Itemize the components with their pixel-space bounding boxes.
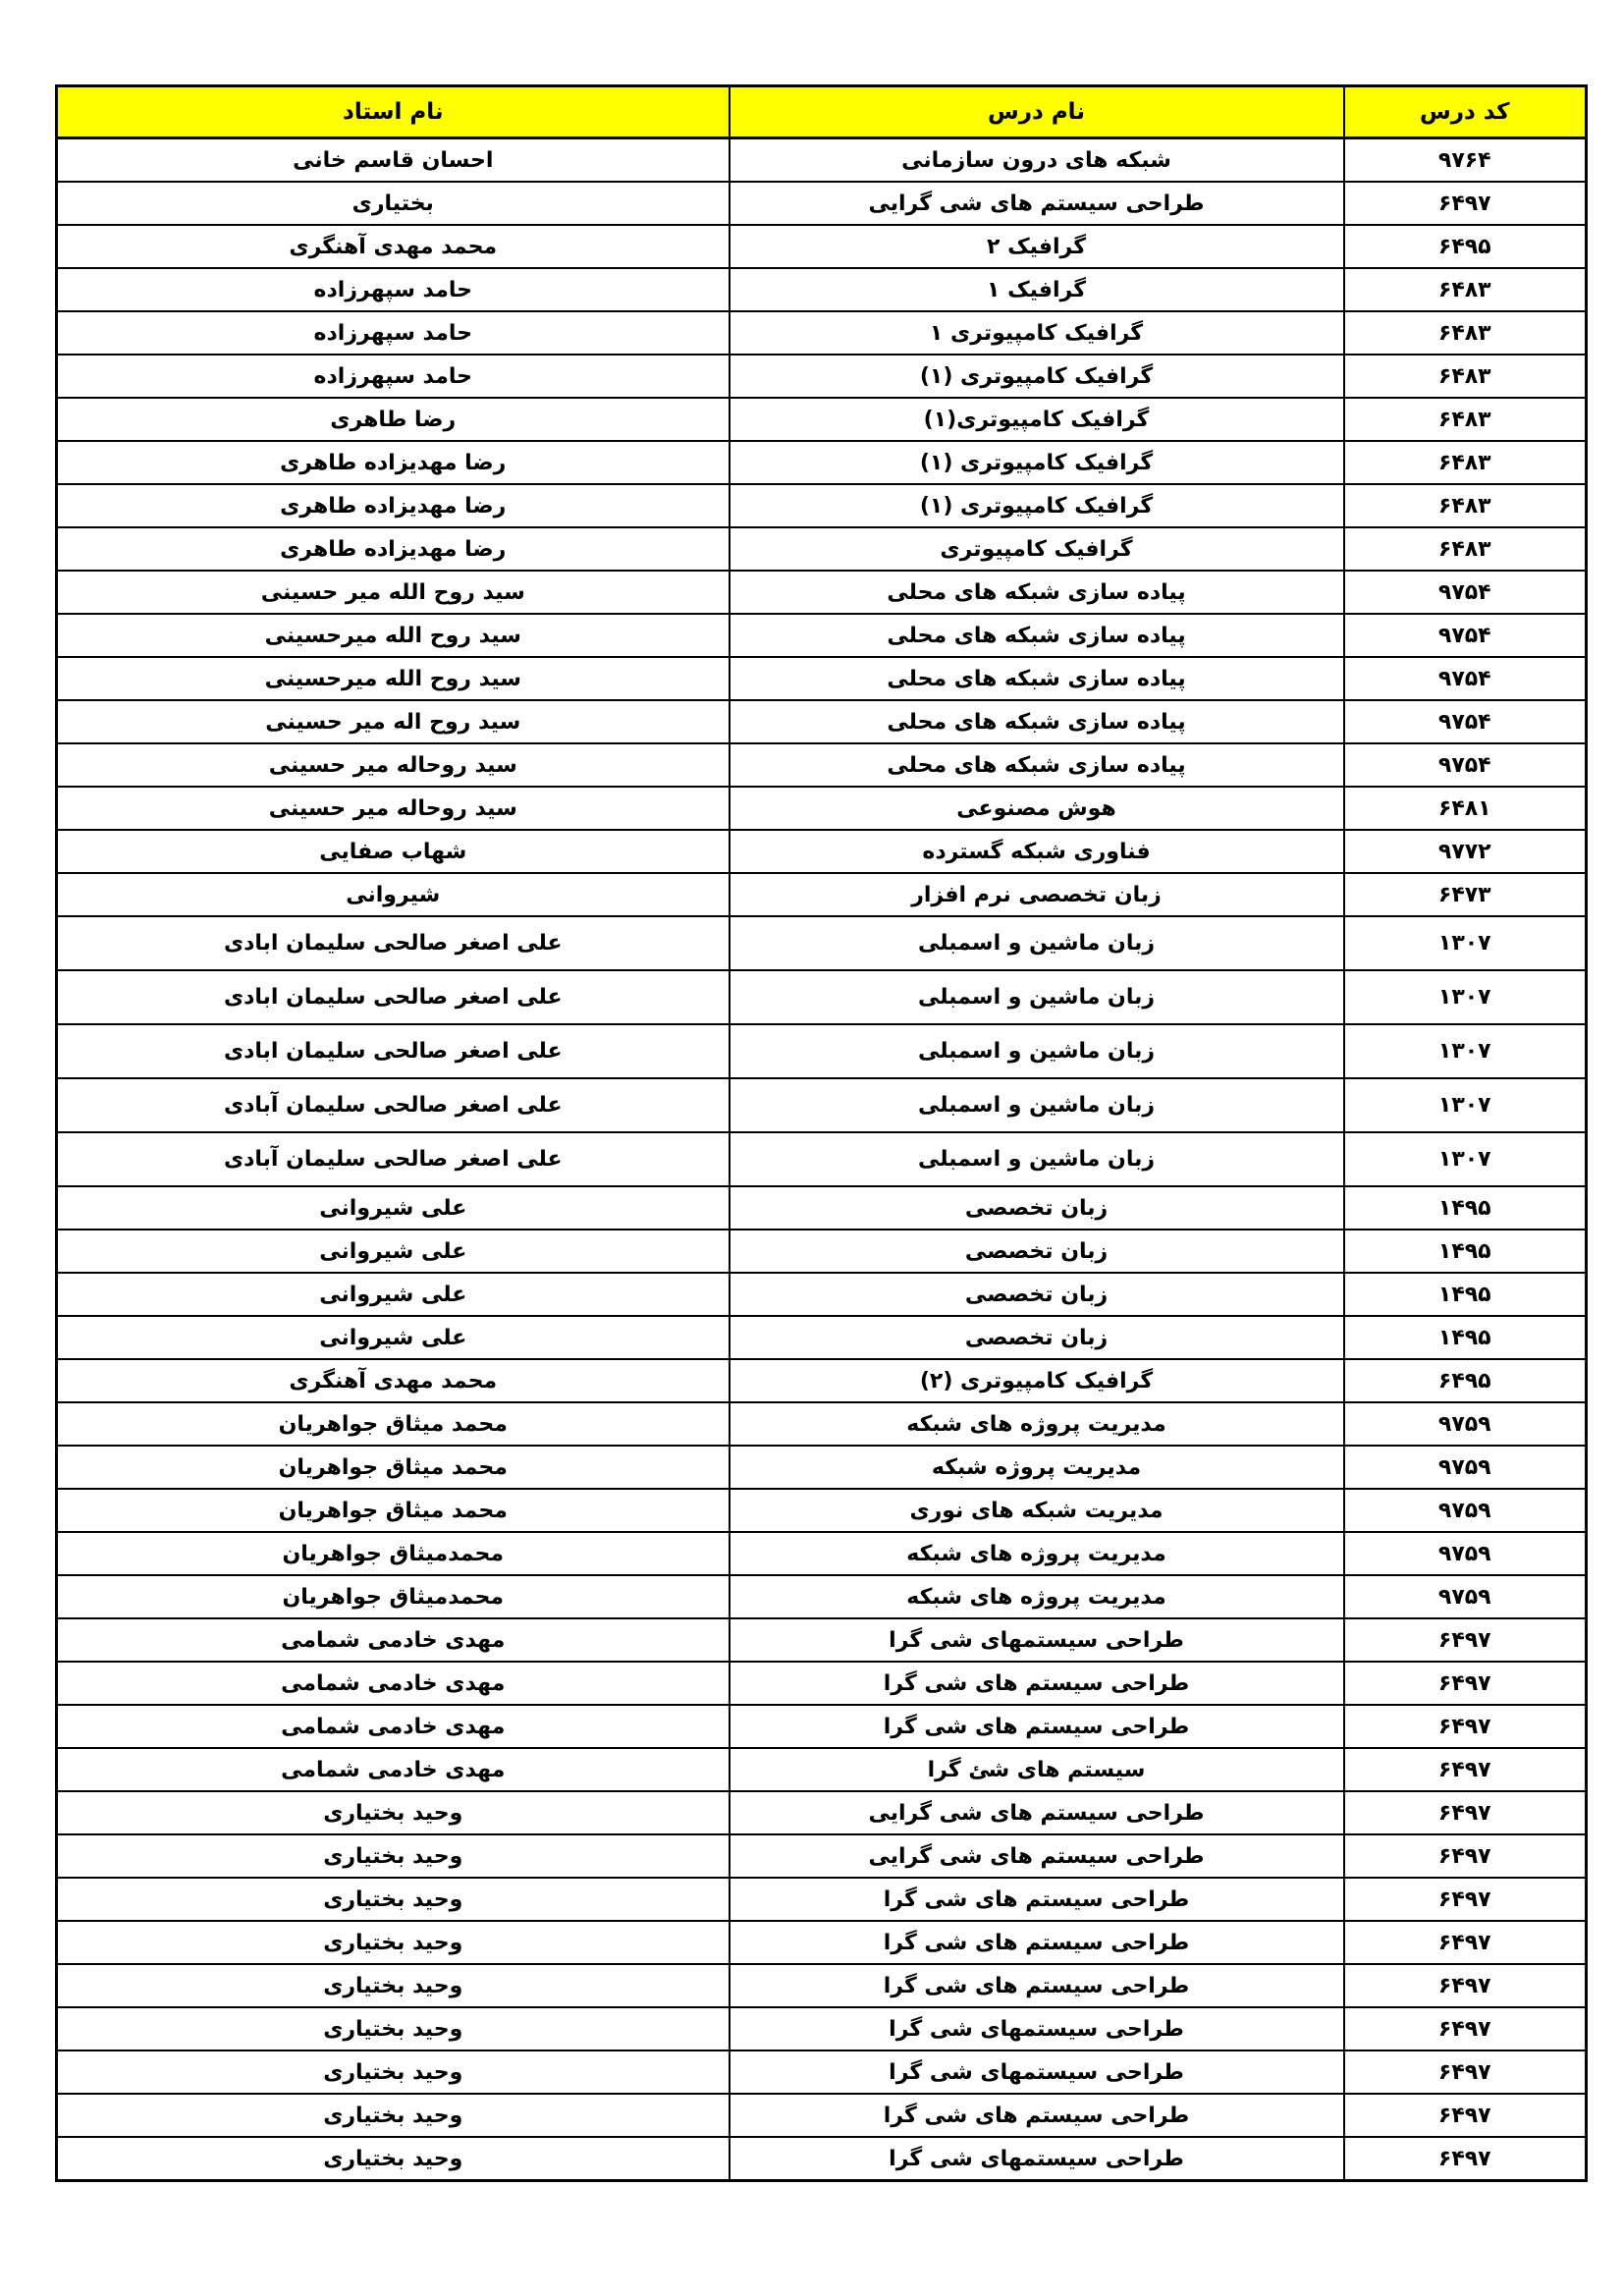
course-name-cell: زبان تخصصی نرم افزار (730, 873, 1344, 916)
teacher-name-cell: مهدی خادمی شمامی (57, 1662, 730, 1705)
teacher-name-cell: رضا مهدیزاده طاهری (57, 527, 730, 571)
course-code-cell: ۶۴۸۳ (1344, 441, 1587, 484)
course-code-cell: ۹۷۶۴ (1344, 138, 1587, 183)
course-code-cell: ۶۴۹۷ (1344, 1834, 1587, 1878)
course-name-cell: زبان ماشین و اسمبلی (730, 1024, 1344, 1078)
course-name-cell: طراحی سیستم های شی گرا (730, 1921, 1344, 1964)
teacher-name-cell: رضا مهدیزاده طاهری (57, 484, 730, 527)
teacher-name-cell: وحید بختیاری (57, 2137, 730, 2181)
header-course-name: نام درس (730, 86, 1344, 138)
table-header-row (57, 86, 1587, 138)
course-code-cell: ۶۴۹۷ (1344, 2137, 1587, 2181)
course-code-cell: ۱۴۹۵ (1344, 1316, 1587, 1359)
teacher-name-cell: بختیاری (57, 182, 730, 225)
course-name-cell: گرافیک کامپیوتری ۱ (730, 311, 1344, 355)
teacher-name-cell: حامد سپهرزاده (57, 355, 730, 398)
table-row (57, 1024, 1587, 1078)
course-code-cell: ۱۳۰۷ (1344, 970, 1587, 1024)
teacher-name-cell: وحید بختیاری (57, 1964, 730, 2007)
teacher-name-cell: حامد سپهرزاده (57, 268, 730, 311)
course-code-cell: ۶۴۸۳ (1344, 527, 1587, 571)
teacher-name-cell: سید روح الله میرحسینی (57, 614, 730, 657)
course-name-cell: گرافیک کامپیوتری (730, 527, 1344, 571)
teacher-name-cell: وحید بختیاری (57, 1791, 730, 1834)
course-name-cell: زبان ماشین و اسمبلی (730, 916, 1344, 970)
course-name-cell: طراحی سیستم های شی گرا (730, 2094, 1344, 2137)
course-code-cell: ۱۴۹۵ (1344, 1186, 1587, 1230)
course-code-cell: ۶۴۹۷ (1344, 182, 1587, 225)
course-name-cell: پیاده سازی شبکه های محلی (730, 743, 1344, 787)
table-row (57, 1446, 1587, 1489)
course-code-cell: ۹۷۵۹ (1344, 1489, 1587, 1532)
teacher-name-cell: محمد مهدی آهنگری (57, 225, 730, 268)
course-name-cell: طراحی سیستم های شی گرایی (730, 182, 1344, 225)
table-row (57, 355, 1587, 398)
course-code-cell: ۶۴۹۷ (1344, 1878, 1587, 1921)
table-row (57, 1791, 1587, 1834)
teacher-name-cell: علی اصغر صالحی سلیمان ابادی (57, 1024, 730, 1078)
teacher-name-cell: وحید بختیاری (57, 2094, 730, 2137)
table-row (57, 182, 1587, 225)
table-row (57, 398, 1587, 441)
teacher-name-cell: محمد میثاق جواهریان (57, 1402, 730, 1446)
course-code-cell: ۶۴۹۷ (1344, 1921, 1587, 1964)
table-row (57, 1273, 1587, 1316)
table-row (57, 1575, 1587, 1618)
course-name-cell: هوش مصنوعی (730, 787, 1344, 830)
course-code-cell: ۶۴۹۵ (1344, 1359, 1587, 1402)
course-code-cell: ۶۴۸۱ (1344, 787, 1587, 830)
course-code-cell: ۶۴۸۳ (1344, 311, 1587, 355)
course-name-cell: طراحی سیستم های شی گرایی (730, 1834, 1344, 1878)
course-code-cell: ۹۷۷۲ (1344, 830, 1587, 873)
teacher-name-cell: علی اصغر صالحی سلیمان آبادی (57, 1078, 730, 1132)
table-row (57, 700, 1587, 743)
table-row (57, 970, 1587, 1024)
course-code-cell: ۱۳۰۷ (1344, 1024, 1587, 1078)
course-table (55, 84, 1588, 2182)
course-name-cell: زبان ماشین و اسمبلی (730, 1132, 1344, 1186)
table-row (57, 1359, 1587, 1402)
course-code-cell: ۹۷۵۴ (1344, 614, 1587, 657)
course-name-cell: مدیریت پروژه های شبکه (730, 1402, 1344, 1446)
table-row (57, 1705, 1587, 1748)
course-code-cell: ۶۴۹۷ (1344, 2007, 1587, 2050)
table-row (57, 873, 1587, 916)
course-code-cell: ۱۳۰۷ (1344, 1132, 1587, 1186)
course-name-cell: گرافیک کامپیوتری (۲) (730, 1359, 1344, 1402)
teacher-name-cell: علی شیروانی (57, 1316, 730, 1359)
course-name-cell: طراحی سیستمهای شی گرا (730, 1618, 1344, 1662)
table-row (57, 657, 1587, 700)
course-name-cell: گرافیک ۱ (730, 268, 1344, 311)
table-row (57, 830, 1587, 873)
course-code-cell: ۶۴۹۷ (1344, 1964, 1587, 2007)
table-row (57, 1834, 1587, 1878)
course-code-cell: ۶۴۹۷ (1344, 1748, 1587, 1791)
course-name-cell: زبان تخصصی (730, 1316, 1344, 1359)
table-row (57, 311, 1587, 355)
course-code-cell: ۶۴۷۳ (1344, 873, 1587, 916)
course-code-cell: ۹۷۵۹ (1344, 1402, 1587, 1446)
course-name-cell: گرافیک کامپیوتری (۱) (730, 484, 1344, 527)
teacher-name-cell: محمد میثاق جواهریان (57, 1446, 730, 1489)
table-row (57, 1748, 1587, 1791)
course-code-cell: ۹۷۵۹ (1344, 1575, 1587, 1618)
course-name-cell: مدیریت پروژه های شبکه (730, 1532, 1344, 1575)
table-row (57, 787, 1587, 830)
teacher-name-cell: شیروانی (57, 873, 730, 916)
teacher-name-cell: محمد میثاق جواهریان (57, 1489, 730, 1532)
teacher-name-cell: محمدمیثاق جواهریان (57, 1532, 730, 1575)
teacher-name-cell: علی شیروانی (57, 1273, 730, 1316)
table-row (57, 614, 1587, 657)
course-code-cell: ۶۴۸۳ (1344, 398, 1587, 441)
teacher-name-cell: سید روحاله میر حسینی (57, 743, 730, 787)
teacher-name-cell: مهدی خادمی شمامی (57, 1618, 730, 1662)
table-row (57, 1489, 1587, 1532)
table-row (57, 527, 1587, 571)
course-name-cell: فناوری شبکه گسترده (730, 830, 1344, 873)
table-row (57, 1618, 1587, 1662)
table-row (57, 916, 1587, 970)
course-name-cell: مدیریت شبکه های نوری (730, 1489, 1344, 1532)
table-row (57, 2094, 1587, 2137)
course-code-cell: ۶۴۹۷ (1344, 1618, 1587, 1662)
course-name-cell: طراحی سیستمهای شی گرا (730, 2137, 1344, 2181)
teacher-name-cell: شهاب صفایی (57, 830, 730, 873)
course-code-cell: ۶۴۹۷ (1344, 1791, 1587, 1834)
teacher-name-cell: سید روحاله میر حسینی (57, 787, 730, 830)
table-row (57, 1078, 1587, 1132)
course-code-cell: ۶۴۹۷ (1344, 2050, 1587, 2094)
course-name-cell: گرافیک کامپیوتری (۱) (730, 441, 1344, 484)
teacher-name-cell: محمدمیثاق جواهریان (57, 1575, 730, 1618)
course-name-cell: پیاده سازی شبکه های محلی (730, 700, 1344, 743)
header-course-code: کد درس (1344, 86, 1587, 138)
table-row (57, 484, 1587, 527)
course-name-cell: طراحی سیستمهای شی گرا (730, 2007, 1344, 2050)
course-code-cell: ۶۴۹۵ (1344, 225, 1587, 268)
course-name-cell: شبکه های درون سازمانی (730, 138, 1344, 183)
course-name-cell: طراحی سیستم های شی گرا (730, 1662, 1344, 1705)
table-row (57, 1964, 1587, 2007)
course-code-cell: ۹۷۵۴ (1344, 743, 1587, 787)
course-code-cell: ۹۷۵۹ (1344, 1532, 1587, 1575)
table-row (57, 2137, 1587, 2181)
table-row (57, 1186, 1587, 1230)
teacher-name-cell: وحید بختیاری (57, 1921, 730, 1964)
course-name-cell: پیاده سازی شبکه های محلی (730, 657, 1344, 700)
course-code-cell: ۶۴۹۷ (1344, 2094, 1587, 2137)
table-row (57, 1230, 1587, 1273)
course-code-cell: ۶۴۹۷ (1344, 1662, 1587, 1705)
teacher-name-cell: رضا مهدیزاده طاهری (57, 441, 730, 484)
teacher-name-cell: حامد سپهرزاده (57, 311, 730, 355)
table-row (57, 441, 1587, 484)
table-row (57, 1878, 1587, 1921)
teacher-name-cell: علی اصغر صالحی سلیمان ابادی (57, 916, 730, 970)
teacher-name-cell: احسان قاسم خانی (57, 138, 730, 183)
teacher-name-cell: علی شیروانی (57, 1230, 730, 1273)
course-name-cell: طراحی سیستم های شی گرا (730, 1878, 1344, 1921)
table-row (57, 1662, 1587, 1705)
course-name-cell: پیاده سازی شبکه های محلی (730, 571, 1344, 614)
course-name-cell: طراحی سیستمهای شی گرا (730, 2050, 1344, 2094)
course-name-cell: زبان تخصصی (730, 1230, 1344, 1273)
course-name-cell: زبان ماشین و اسمبلی (730, 970, 1344, 1024)
table-row (57, 1316, 1587, 1359)
teacher-name-cell: علی اصغر صالحی سلیمان آبادی (57, 1132, 730, 1186)
table-row (57, 743, 1587, 787)
course-name-cell: مدیریت پروژه شبکه (730, 1446, 1344, 1489)
teacher-name-cell: سید روح الله میر حسینی (57, 571, 730, 614)
course-code-cell: ۹۷۵۴ (1344, 657, 1587, 700)
table-row (57, 2007, 1587, 2050)
course-name-cell: طراحی سیستم های شی گرایی (730, 1791, 1344, 1834)
course-code-cell: ۹۷۵۴ (1344, 571, 1587, 614)
course-code-cell: ۱۴۹۵ (1344, 1273, 1587, 1316)
course-name-cell: زبان تخصصی (730, 1273, 1344, 1316)
course-name-cell: طراحی سیستم های شی گرا (730, 1705, 1344, 1748)
teacher-name-cell: وحید بختیاری (57, 1878, 730, 1921)
course-code-cell: ۹۷۵۹ (1344, 1446, 1587, 1489)
table-row (57, 225, 1587, 268)
course-name-cell: طراحی سیستم های شی گرا (730, 1964, 1344, 2007)
teacher-name-cell: سید روح اله میر حسینی (57, 700, 730, 743)
teacher-name-cell: رضا طاهری (57, 398, 730, 441)
course-name-cell: زبان ماشین و اسمبلی (730, 1078, 1344, 1132)
teacher-name-cell: محمد مهدی آهنگری (57, 1359, 730, 1402)
course-code-cell: ۱۴۹۵ (1344, 1230, 1587, 1273)
course-name-cell: پیاده سازی شبکه های محلی (730, 614, 1344, 657)
table-row (57, 571, 1587, 614)
course-name-cell: سیستم های شئ گرا (730, 1748, 1344, 1791)
table-body (57, 138, 1587, 2181)
course-code-cell: ۱۳۰۷ (1344, 916, 1587, 970)
teacher-name-cell: وحید بختیاری (57, 2050, 730, 2094)
teacher-name-cell: وحید بختیاری (57, 1834, 730, 1878)
course-name-cell: زبان تخصصی (730, 1186, 1344, 1230)
table-row (57, 1921, 1587, 1964)
teacher-name-cell: سید روح الله میرحسینی (57, 657, 730, 700)
course-code-cell: ۶۴۸۳ (1344, 268, 1587, 311)
course-code-cell: ۶۴۸۳ (1344, 484, 1587, 527)
course-name-cell: گرافیک کامپیوتری (۱) (730, 355, 1344, 398)
course-code-cell: ۶۴۹۷ (1344, 1705, 1587, 1748)
teacher-name-cell: علی شیروانی (57, 1186, 730, 1230)
table-row (57, 268, 1587, 311)
course-code-cell: ۶۴۸۳ (1344, 355, 1587, 398)
table-row (57, 1532, 1587, 1575)
table-row (57, 1402, 1587, 1446)
course-code-cell: ۱۳۰۷ (1344, 1078, 1587, 1132)
table-row (57, 2050, 1587, 2094)
teacher-name-cell: وحید بختیاری (57, 2007, 730, 2050)
course-name-cell: مدیریت پروژه های شبکه (730, 1575, 1344, 1618)
course-code-cell: ۹۷۵۴ (1344, 700, 1587, 743)
header-teacher-name: نام استاد (57, 86, 730, 138)
course-name-cell: گرافیک کامپیوتری(۱) (730, 398, 1344, 441)
teacher-name-cell: مهدی خادمی شمامی (57, 1748, 730, 1791)
table-row (57, 1132, 1587, 1186)
table-row (57, 138, 1587, 183)
teacher-name-cell: علی اصغر صالحی سلیمان ابادی (57, 970, 730, 1024)
teacher-name-cell: مهدی خادمی شمامی (57, 1705, 730, 1748)
course-name-cell: گرافیک ۲ (730, 225, 1344, 268)
